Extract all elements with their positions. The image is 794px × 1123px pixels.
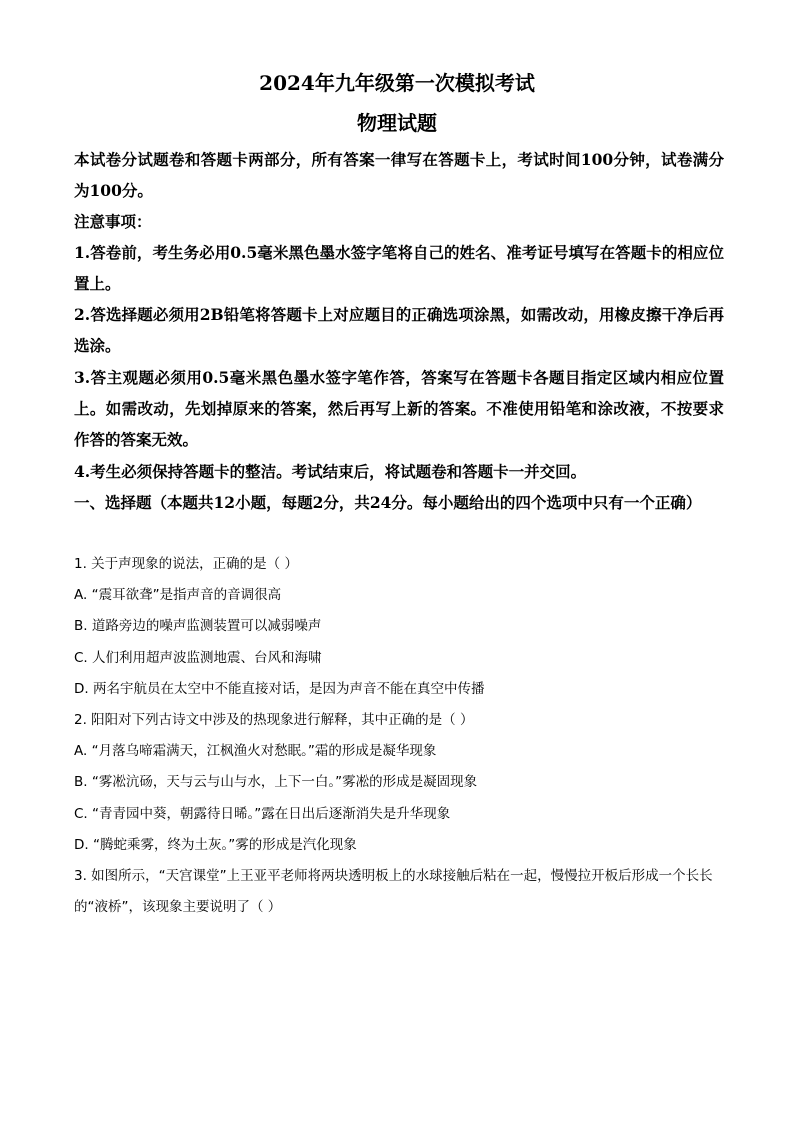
note-item-3: 3.答主观题必须用0.5毫米黑色墨水签字笔作答，答案写在答题卡各题目指定区域内相应位置上。如需改动，先划掉原来的答案，然后再写上新的答案。不准使用铅笔和涂改液，不按要求作答的答案无效。: [74, 368, 724, 449]
section-heading: 一、选择题（本题共12小题，每题2分，共24分。每小题给出的四个选项中只有一个正确）: [74, 493, 702, 512]
question-2-stem: 2. 阳阳对下列古诗文中涉及的热现象进行解释，其中正确的是（ ）: [74, 712, 474, 728]
page-subtitle: 物理试题: [357, 111, 437, 135]
notes-heading: 注意事项：: [74, 212, 152, 231]
question-1-option-a: A. “震耳欲聋”是指声音的音调很高: [74, 587, 282, 603]
page-title: 2024年九年级第一次模拟考试: [259, 71, 535, 95]
intro-paragraph: 本试卷分试题卷和答题卡两部分，所有答案一律写在答题卡上，考试时间100分钟，试卷满分为100分。: [74, 150, 724, 200]
question-3-stem: 3. 如图所示，“天宫课堂”上王亚平老师将两块透明板上的水球接触后粘在一起，慢慢拉开板后形成一个长长的“液桥”，该现象主要说明了（ ）: [74, 868, 713, 915]
question-1-option-d: D. 两名宇航员在太空中不能直接对话，是因为声音不能在真空中传播: [74, 681, 485, 697]
question-2-option-d: D. “腾蛇乘雾，终为土灰。”雾的形成是汽化现象: [74, 837, 357, 853]
question-1-option-b: B. 道路旁边的噪声监测装置可以减弱噪声: [74, 618, 322, 634]
question-2-option-c: C. “青青园中葵，朝露待日晞。”露在日出后逐渐消失是升华现象: [74, 806, 451, 822]
question-1-option-c: C. 人们利用超声波监测地震、台风和海啸: [74, 650, 322, 666]
note-item-4: 4.考生必须保持答题卡的整洁。考试结束后，将试题卷和答题卡一并交回。: [74, 462, 587, 481]
question-2-option-b: B. “雾凇沆砀，天与云与山与水，上下一白。”雾凇的形成是凝固现象: [74, 774, 478, 790]
note-item-2: 2.答选择题必须用2B铅笔将答题卡上对应题目的正确选项涂黑，如需改动，用橡皮擦干净后再选涂。: [74, 305, 724, 355]
note-item-1: 1.答卷前，考生务必用0.5毫米黑色墨水签字笔将自己的姓名、准考证号填写在答题卡的相应位置上。: [74, 243, 724, 293]
question-1-stem: 1. 关于声现象的说法，正确的是（ ）: [74, 556, 298, 572]
question-2-option-a: A. “月落乌啼霜满天，江枫渔火对愁眠。”霜的形成是凝华现象: [74, 743, 437, 759]
